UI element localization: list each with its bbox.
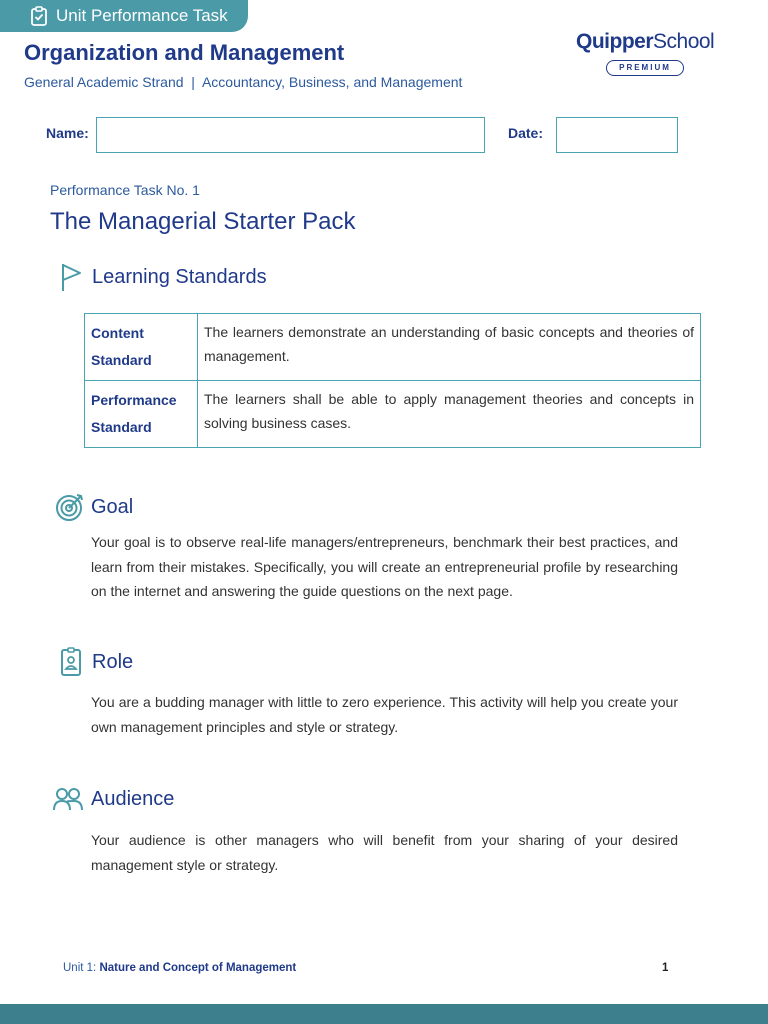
standard-key — [85, 314, 198, 381]
standards-table — [84, 313, 701, 448]
goal-text: Your goal is to observe real-life managers/entrepreneurs, benchmark their best practices, and learn from their mistakes. Specifically, you will create an entrepreneurial profile by researching on the internet and answering the guide questions on the next page. — [91, 534, 678, 599]
standard-key-line: Performance — [91, 392, 177, 408]
role-heading — [60, 647, 133, 677]
brand-logo — [576, 30, 726, 80]
course-title: Organization and Management — [24, 40, 345, 65]
learning-standards-title: Learning Standards — [92, 265, 267, 288]
learning-standards-heading — [60, 262, 267, 292]
brand-primary: Quipper — [576, 30, 654, 53]
footer-unit — [63, 962, 296, 974]
audience-title: Audience — [91, 787, 175, 810]
standard-key-line: Standard — [91, 352, 152, 368]
unit-tab-label: Unit Performance Task — [56, 6, 228, 25]
target-icon — [55, 492, 85, 522]
bottom-bar — [0, 1004, 768, 1024]
table-row — [85, 314, 701, 381]
audience-text: Your audience is other managers who will benefit from your sharing of your desired management style or strategy. — [91, 832, 678, 873]
brand-badge: PREMIUM — [606, 60, 684, 76]
footer-unit-name: Nature and Concept of Management — [99, 962, 297, 974]
name-field[interactable] — [96, 117, 485, 153]
task-number: Performance Task No. 1 — [50, 182, 200, 198]
role-title: Role — [92, 650, 134, 673]
course-subtitle: General Academic Strand | Accountancy, Business, and Management — [24, 74, 463, 90]
task-title: The Managerial Starter Pack — [50, 208, 356, 235]
clipboard-check-icon — [30, 6, 48, 26]
date-field[interactable] — [556, 117, 678, 153]
standard-key — [85, 381, 198, 448]
date-label: Date: — [508, 125, 544, 141]
page-number: 1 — [662, 962, 669, 974]
role-text: You are a budding manager with little to zero experience. This activity will help you create your own management principles and style or strategy. — [91, 694, 678, 735]
standard-value: The learners shall be able to apply management theories and concepts in solving business cases. — [198, 381, 701, 448]
standard-value: The learners demonstrate an understanding of basic concepts and theories of management. — [198, 314, 701, 381]
flag-icon — [60, 262, 82, 292]
standard-key-line: Standard — [91, 419, 152, 435]
id-badge-icon — [60, 647, 82, 677]
standard-key-line: Content — [91, 325, 144, 341]
audience-heading — [53, 786, 174, 812]
unit-tab — [0, 0, 248, 32]
goal-heading — [55, 492, 133, 522]
footer-unit-prefix: Unit 1: — [63, 962, 100, 974]
goal-title: Goal — [91, 495, 134, 518]
brand-secondary: School — [653, 30, 715, 53]
table-row — [85, 381, 701, 448]
users-icon — [53, 786, 83, 812]
name-label: Name: — [46, 125, 89, 141]
